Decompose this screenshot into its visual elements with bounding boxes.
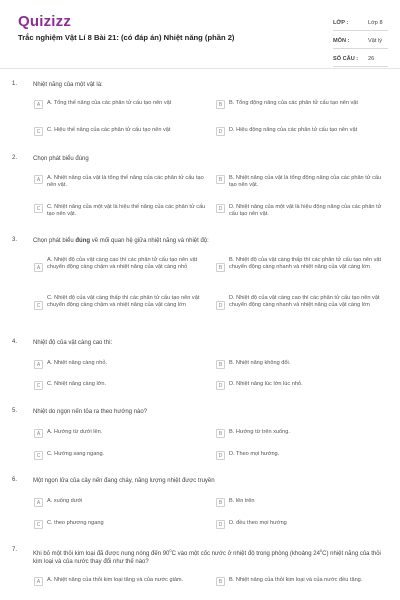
option-text: D. Theo mọi hướng. (229, 451, 280, 457)
option-text: A. Tổng thế năng của các phân tử cấu tạo nên vật (47, 100, 172, 106)
option-letter: C (34, 451, 43, 460)
meta-key: MÔN : (333, 38, 350, 44)
header-divider (0, 68, 400, 69)
option-text: A. Nhiệt năng càng nhỏ. (47, 360, 108, 366)
option-letter: C (34, 520, 43, 529)
option-text: D. Nhiệt độ của vật càng cao thì các phân tử cấu tạo nên vật chuyển động càng nhanh và nhiệt năng của vật càng lớn (229, 295, 380, 308)
option-text: B. Nhiệt năng của thỏi kim loại và của nước đều tăng. (229, 577, 363, 583)
option-letter: D (216, 520, 225, 529)
option-text: B. Nhiệt năng của vật là tổng động năng của các phân tử cấu tạo nên vật. (229, 175, 382, 188)
option-letter: D (216, 204, 225, 213)
meta-value: Vật lý (368, 38, 382, 44)
question-text: Một ngọn lửa của cây nến đang cháy, năng lượng nhiệt được truyền (33, 478, 215, 484)
option-text: A. Nhiệt độ của vật càng cao thì các phân tử cấu tạo nên vật chuyển động càng chậm và nhiệt năng của vật càng nhỏ (47, 257, 198, 270)
option-letter: A (34, 175, 43, 184)
question-text: Nhiệt độ của vật càng cao thì: (33, 340, 113, 346)
option-text: D. Nhiệt năng của một vật là hiệu động năng của các phân tử cấu tạo nên vật. (229, 204, 382, 217)
quizizz-logo: Quizizz (18, 13, 72, 30)
question-text: Chọn phát biểu đúng (33, 156, 89, 162)
meta-value: Lớp 8 (368, 20, 383, 26)
option-text: C. Nhiệt độ của vật càng thấp thì các phân tử cấu tạo nên vật chuyển động càng chậm và nhiệt năng của vật càng lớn (47, 295, 200, 308)
meta-row-class (333, 13, 388, 31)
option-text: A. xuống dưới (47, 498, 83, 504)
question-number: 4. (12, 339, 18, 345)
question-number: 6. (12, 477, 18, 483)
question-text: Nhiệt do ngọn nến tỏa ra theo hướng nào? (33, 409, 148, 415)
question-text-emphasis: đúng (75, 238, 91, 244)
question-text-part: C vào một cốc nước ở nhiệt độ trong phòng (khoảng 24 (171, 551, 320, 557)
option-letter: D (216, 127, 225, 136)
option-letter: B (216, 100, 225, 109)
option-text: B. Nhiệt độ của vật càng thấp thì các phân tử cấu tạo nên vật chuyển động càng nhanh và nhiệt năng của vật càng lớn (229, 257, 382, 270)
option-letter: A (34, 577, 43, 586)
meta-row-count (333, 49, 388, 67)
option-letter: C (34, 301, 43, 310)
option-text: C. theo phương ngang (47, 520, 104, 526)
meta-value: 26 (368, 56, 375, 62)
option-text: B. Hướng từ trên xuống. (229, 429, 290, 435)
question-number: 3. (12, 237, 18, 243)
option-letter: C (34, 127, 43, 136)
option-letter: A (34, 263, 43, 272)
option-letter: C (34, 204, 43, 213)
option-text: C. Nhiệt năng càng lớn. (47, 381, 107, 387)
header (0, 0, 400, 68)
option-letter: D (216, 381, 225, 390)
meta-info (333, 13, 388, 67)
option-letter: B (216, 263, 225, 272)
page-title: Trắc nghiệm Vật Lí 8 Bài 21: (có đáp án) Nhiệt năng (phần 2) (18, 33, 235, 42)
question-text-part: C) nhiệt năng của thỏi kim loại và của nước thay đổi như thế nào? (33, 551, 381, 565)
option-text: D. đều theo mọi hướng (229, 520, 287, 526)
option-text: C. Nhiệt năng của một vật là hiệu thế năng của các phân tử cấu tạo nên vật. (47, 204, 206, 217)
option-letter: D (216, 301, 225, 310)
option-letter: A (34, 429, 43, 438)
meta-key: LỚP : (333, 20, 349, 26)
question-text (33, 237, 383, 245)
superscript: 0 (319, 548, 323, 553)
option-letter: B (216, 577, 225, 586)
option-letter: B (216, 175, 225, 184)
option-text: D. Hiệu động năng của các phân tử cấu tạo nên vật (229, 127, 358, 133)
question-number: 2. (12, 155, 18, 161)
question-number: 7. (12, 547, 18, 553)
option-text: C. Hướng sang ngang. (47, 451, 105, 457)
option-letter: D (216, 451, 225, 460)
option-text: D. Nhiệt năng lúc lớn lúc nhỏ. (229, 381, 303, 387)
option-letter: A (34, 498, 43, 507)
question-number: 5. (12, 408, 18, 414)
option-text: B. Tổng động năng của các phân tử cấu tạo nên vật (229, 100, 358, 106)
question-text (33, 547, 383, 566)
option-letter: B (216, 498, 225, 507)
option-letter: A (34, 360, 43, 369)
option-text: A. Nhiệt năng của vật là tổng thế năng của các phân tử cấu tạo nên vật. (47, 175, 204, 188)
question-text-part: Chọn phát biểu (33, 238, 76, 244)
question-number: 1. (12, 81, 18, 87)
question-text-part: về mối quan hệ giữa nhiệt năng và nhiệt độ: (90, 238, 209, 244)
superscript: 0 (169, 548, 172, 553)
option-letter: B (216, 429, 225, 438)
option-text: A. Nhiệt năng của thỏi kim loại tăng và của nước giảm. (47, 577, 184, 583)
meta-row-subject (333, 31, 388, 49)
question-text: Nhiệt năng của một vật là: (33, 82, 103, 88)
option-letter: B (216, 360, 225, 369)
option-text: B. lên trên (229, 498, 255, 504)
question-text-part: Khi bỏ một thỏi kim loại đã được nung nóng đến 90 (33, 551, 170, 557)
option-text: B. Nhiệt năng không đổi. (229, 360, 291, 366)
option-letter: A (34, 100, 43, 109)
option-letter: C (34, 381, 43, 390)
meta-key: SỐ CÂU : (333, 56, 359, 62)
option-text: C. Hiệu thế năng của các phân tử cấu tạo nên vật (47, 127, 171, 133)
option-text: A. Hướng từ dưới lên. (47, 429, 103, 435)
